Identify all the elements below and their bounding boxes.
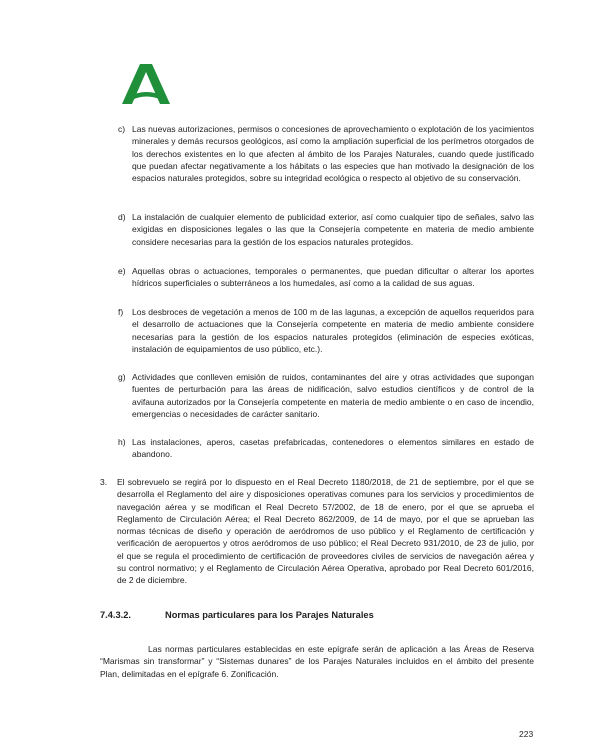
page-number: 223 [519, 729, 534, 739]
list-item-f [118, 306, 534, 355]
list-item-label: e) [118, 266, 126, 276]
list-item-text: Las nuevas autorizaciones, permisos o concesiones de aprovechamiento o explotación de los yacimientos minerales y demás recursos geológicos, así como la ampliación superficial de los perímetros otorgados de los derechos existentes en lo que afecten al ámbito de los Parajes Naturales, cuando quede justificado que puedan afectar negativamente a los hábitats o las especies que han motivado la designación de los espacios naturales protegidos, sobre su integridad ecológica o respecto al objetivo de su conservación. [132, 124, 534, 184]
list-item-label: f) [118, 307, 124, 317]
numbered-item-text: El sobrevuelo se regirá por lo dispuesto en el Real Decreto 1180/2018, de 21 de septiembre, por el que se desarrolla el Reglamento del aire y disposiciones operativas comunes para los servicios y procedimientos de navegación aérea y se modifican el Real Decreto 57/2002, de 18 de enero, por el que se aprueba el Reglamento de Circulación Aérea; el Real Decreto 862/2009, de 14 de mayo, por el que se aprueban las normas técnicas de diseño y operación de aeródromos de uso público y el Reglamento de certificación y verificación de aeropuertos y otros aeródromos de uso público; el Real Decreto 931/2010, de 23 de julio, por el que se regula el procedimiento de certificación de proveedores civiles de servicios de navegación aérea y su control normativo; y el Reglamento de Circulación Aérea Operativa, aprobado por Real Decreto 601/2016, de 2 de diciembre. [117, 477, 534, 586]
section-number: 7.4.3.2. [100, 610, 132, 620]
numbered-item-3 [100, 476, 534, 587]
numbered-item-label: 3. [100, 477, 108, 487]
list-item-text: Las instalaciones, aperos, casetas prefabricadas, contenedores o elementos similares en estado de abandono. [132, 437, 534, 460]
list-item-d [118, 211, 534, 248]
list-item-text: Actividades que conlleven emisión de ruidos, contaminantes del aire y otras actividades que supongan fuentes de perturbación para las áreas de nidificación, salvo estudios científicos y de control de la avifauna autorizados por la Consejería competente en materia de medio ambiente o en caso de incendio, emergencias o necesidades de carácter sanitario. [132, 372, 534, 419]
list-item-label: g) [118, 372, 126, 382]
list-item-text: Aquellas obras o actuaciones, temporales o permanentes, que puedan dificultar o alterar los aportes hídricos superficiales o subterráneos a los humedales, así como a la calidad de sus aguas. [132, 266, 534, 289]
list-item-c [118, 123, 534, 184]
list-item-label: c) [118, 124, 126, 134]
body-paragraph: Las normas particulares establecidas en este epígrafe serán de aplicación a las Áreas de Reserva “Marismas sin transformar” y “Sistemas dunares” de los Parajes Naturales incluidos en el ámbito del presente Plan, delimitadas en el epígrafe 6. Zonificación. [100, 644, 534, 679]
list-item-text: Los desbroces de vegetación a menos de 100 m de las lagunas, a excepción de aquellos requeridos para el desarrollo de actuaciones que la Consejería competente en materia de medio ambiente considere necesarias para la gestión de los espacios naturales protegidos (eliminación de especies exóticas, instalación de equipamientos de uso público, etc.). [132, 307, 534, 354]
junta-andalucia-logo-icon [120, 64, 172, 104]
list-item-label: h) [118, 437, 126, 447]
section-title: Normas particulares para los Parajes Naturales [165, 610, 374, 620]
list-item-h [118, 436, 534, 461]
list-item-label: d) [118, 212, 126, 222]
list-item-g [118, 371, 534, 420]
list-item-e [118, 265, 534, 290]
list-item-text: La instalación de cualquier elemento de publicidad exterior, así como cualquier tipo de señales, salvo las exigidas en disposiciones legales o las que la Consejería competente en materia de medio ambiente considere necesarias para la gestión de los espacios naturales protegidos. [132, 212, 534, 247]
